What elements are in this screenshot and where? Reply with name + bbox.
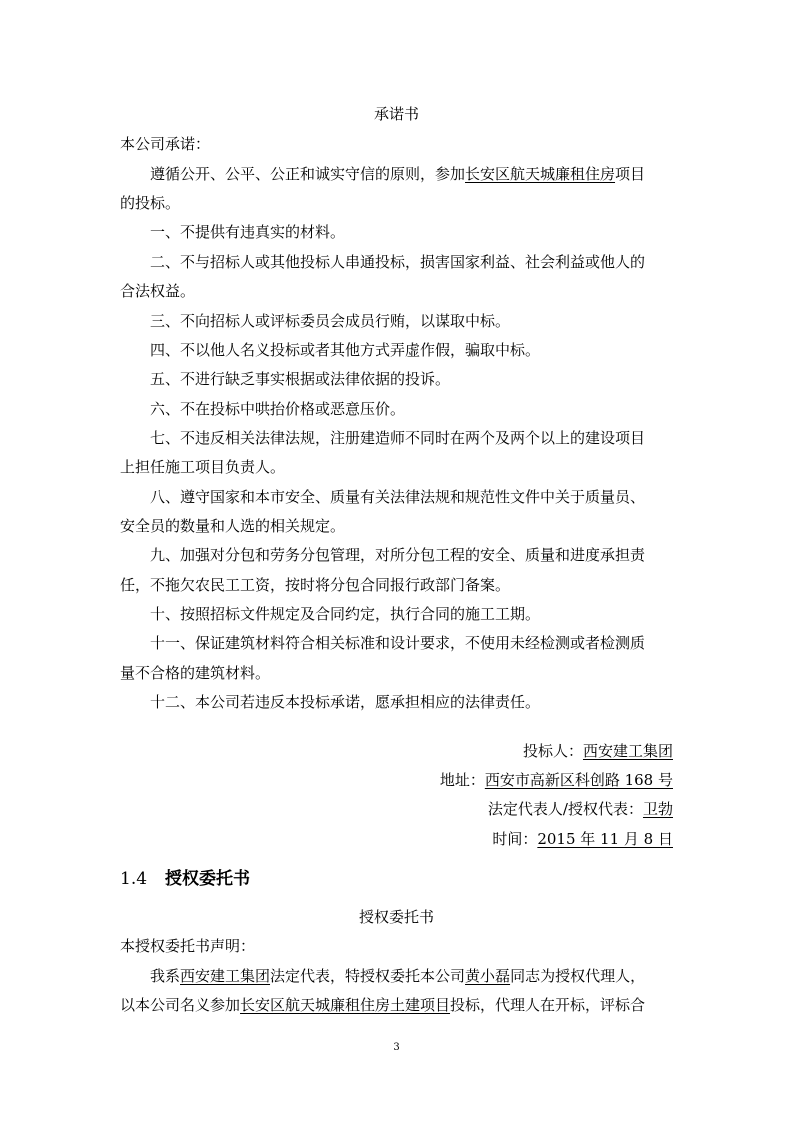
commitment-item: 量不合格的建筑材料。	[120, 664, 271, 682]
address-value: 西安市高新区科创路 168 号	[484, 771, 673, 789]
time-value: 2015 年 11 月 8 日	[537, 830, 673, 848]
text-span: 同志为授权代理人，	[510, 967, 646, 985]
section-number: 1.4	[120, 869, 148, 889]
section-heading	[120, 867, 250, 891]
commitment-item: 十二、本公司若违反本投标承诺，愿承担相应的法律责任。	[150, 693, 541, 711]
text-span: 项目	[615, 165, 646, 183]
commitment-item: 安全员的数量和人选的相关规定。	[120, 517, 346, 535]
commitment-item: 十一、保证建筑材料符合相关标准和设计要求，不使用未经检测或者检测质	[150, 634, 646, 652]
authorization-intro: 本授权委托书声明：	[120, 937, 256, 955]
representative-name: 卫勃	[642, 800, 673, 818]
commitment-item: 十、按照招标文件规定及合同约定，执行合同的施工工期。	[150, 605, 541, 623]
time-label: 时间：	[492, 830, 538, 848]
text-span: 我系	[150, 967, 181, 985]
authorization-line	[120, 995, 645, 1015]
time-line	[492, 829, 673, 849]
bidder-line	[523, 741, 673, 761]
text-span: 法定代表，特授权委托本公司	[270, 967, 466, 985]
commitment-item: 八、遵守国家和本市安全、质量有关法律法规和规范性文件中关于质量员、	[150, 488, 646, 506]
representative-line	[488, 799, 673, 819]
project-name: 长安区航天城廉租住房土建项目	[240, 996, 451, 1014]
commitment-item: 五、不进行缺乏事实根据或法律依据的投诉。	[150, 370, 451, 388]
project-name: 长安区航天城廉租住房	[465, 165, 616, 183]
commitment-intro: 本公司承诺：	[120, 135, 211, 153]
authorization-line	[150, 966, 645, 986]
section-title: 授权委托书	[165, 869, 251, 889]
commitment-item: 四、不以他人名义投标或者其他方式弄虚作假，骗取中标。	[150, 341, 541, 359]
agent-name: 黄小磊	[465, 967, 511, 985]
commitment-item: 上担任施工项目负责人。	[120, 458, 286, 476]
commitment-paragraph-line: 的投标。	[120, 194, 181, 212]
text-span: 以本公司名义参加	[120, 996, 241, 1014]
commitment-paragraph-line	[150, 164, 645, 184]
page-number: 3	[393, 1042, 400, 1053]
commitment-item: 任，不拖欠农民工工资，按时将分包合同报行政部门备案。	[120, 576, 511, 594]
commitment-item: 七、不违反相关法律法规，注册建造师不同时在两个及两个以上的建设项目	[150, 429, 646, 447]
address-line	[440, 770, 673, 790]
authorization-title: 授权委托书	[358, 908, 434, 926]
commitment-item: 二、不与招标人或其他投标人串通投标，损害国家利益、社会利益或他人的	[150, 253, 646, 271]
representative-label: 法定代表人/授权代表：	[487, 800, 643, 818]
company-name: 西安建工集团	[180, 967, 271, 985]
commitment-item: 三、不向招标人或评标委员会成员行贿，以谋取中标。	[150, 312, 511, 330]
address-label: 地址：	[439, 771, 485, 789]
commitment-item: 一、不提供有违真实的材料。	[150, 223, 346, 241]
text-span: 遵循公开、公平、公正和诚实守信的原则，参加	[150, 165, 466, 183]
commitment-item: 六、不在投标中哄抬价格或恶意压价。	[150, 400, 406, 418]
text-span: 投标，代理人在开标，评标合	[450, 996, 646, 1014]
bidder-name: 西安建工集团	[582, 742, 673, 760]
bidder-label: 投标人：	[522, 742, 583, 760]
commitment-item: 九、加强对分包和劳务分包管理，对所分包工程的安全、质量和进度承担责	[150, 546, 646, 564]
commitment-item: 合法权益。	[120, 282, 196, 300]
commitment-title: 承诺书	[373, 105, 419, 123]
